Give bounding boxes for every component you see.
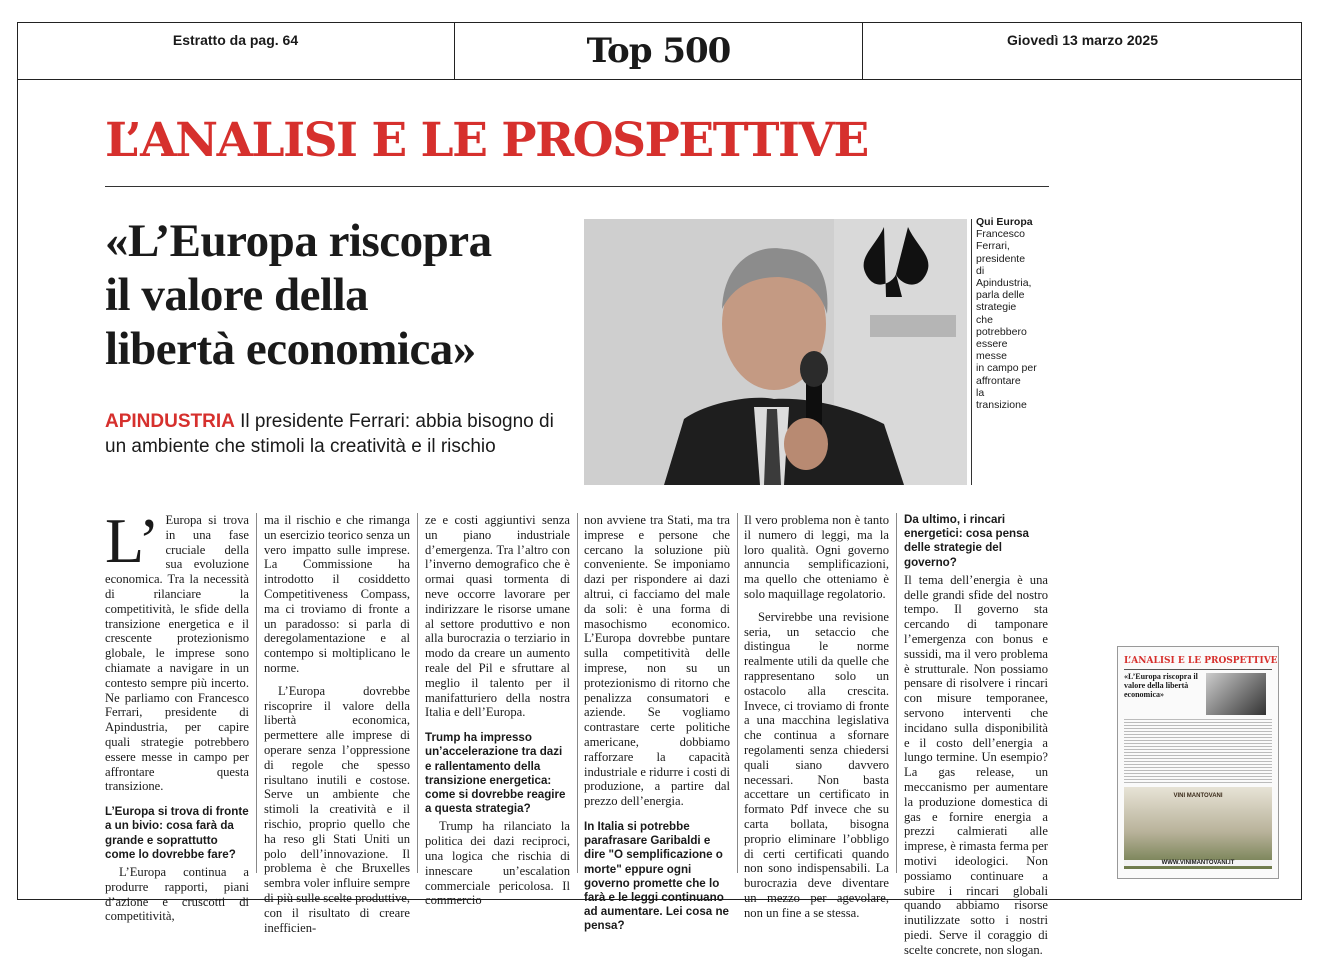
article-paragraph: L’Europa dovrebbe riscoprire il valore della libertà economica, permettere alle imprese di operare senza l’oppressione di regole che spesso risultano inutili e costose. Serve un ambiente che stimoli la creatività e il rischio, proprio quello che ha reso gli Stati Uniti un polo dell’innovazione. Il problema è che Bruxelles sembra voler influire sempre di più sulle scelte produttive, con il risultato di creare inefficien- <box>264 683 410 935</box>
caption-line: che <box>976 313 993 326</box>
portrait-illustration <box>584 219 967 485</box>
caption-line: presidente <box>976 252 1026 265</box>
thumbnail-headline: «L’Europa riscopra il valore della libertà economica» <box>1124 672 1198 699</box>
portrait-photo <box>584 219 967 485</box>
photo-caption <box>976 216 1056 411</box>
column-divider <box>577 513 578 873</box>
headline-line: libertà economica» <box>105 323 476 375</box>
caption-line: di <box>976 264 985 277</box>
thumbnail-text-block <box>1124 719 1272 783</box>
caption-line: parla delle <box>976 289 1025 302</box>
subhead-kicker: APINDUSTRIA <box>105 411 235 432</box>
article-column-1 <box>105 505 249 924</box>
caption-line: Ferrari, <box>976 240 1010 253</box>
thumbnail-photo <box>1206 673 1266 715</box>
caption-line: strategie <box>976 301 1017 314</box>
interview-question: In Italia si potrebbe parafrasare Garibaldi e dire "O semplificazione o morte" eppure ogni governo promette che lo farà e le leggi continuano ad aumentare. Lei cosa ne pensa? <box>584 819 729 933</box>
article-column-5 <box>744 513 889 921</box>
thumbnail-section-title: L’ANALISI E LE PROSPETTIVE <box>1124 656 1278 666</box>
ad-url: WWW.VINIMANTOVANI.IT <box>1124 860 1272 866</box>
article-paragraph: Il tema dell’energia è una delle grandi sfide del nostro tempo. Il governo sta cercando di tamponare l’emergenza con bonus e sussidi, ma il vero problema è strutturale. Non possiamo pensare di risolvere i rincari con misure temporanee, servono interventi che incidano sulla disponibilità e il costo dell’energia a lungo termine. Un esempio? La gas release, un meccanismo per aumentare la produzione domestica di gas e fornire energia a prezzi calmierati alle imprese, è rimasta ferma per motivi ideologici. Non possiamo continuare a subire i rincari globali quando abbiamo risorse inutilizzate sotto i nostri piedi. Serve il coraggio di scelte concrete, non slogan. <box>904 572 1048 957</box>
caption-line: affrontare <box>976 374 1021 387</box>
column-divider <box>256 513 257 873</box>
caption-line: Apindustria, <box>976 277 1032 290</box>
headline-line: il valore della <box>105 269 369 321</box>
article-paragraph: non avviene tra Stati, ma tra imprese e persone che cercano la soluzione più conveniente. Se imponiamo dazi per rispondere ai dazi altrui, ci facciamo del male da soli: è una forma di masochismo economico. L’Europa dovrebbe puntare sulla competitività delle imprese, non su un protezionismo di ritorno che penalizza consumatori e aziende. Se vogliamo contrastare certe politiche americane, dobbiamo rafforzare la capacità industriale e ridurre i costi di produzione, a partire dal prezzo dell’energia. <box>584 513 730 809</box>
caption-line: essere <box>976 338 1008 351</box>
column-divider <box>737 513 738 873</box>
caption-rule <box>971 219 972 485</box>
article-column-6 <box>904 513 1048 958</box>
article-headline <box>105 214 575 376</box>
column-divider <box>896 513 897 873</box>
dropcap: L’ <box>105 505 160 576</box>
article-paragraph: Trump ha rilanciato la politica dei dazi reciproci, una logica che rischia di innescare un’escalation commerciale pericolosa. Il commercio <box>425 819 570 908</box>
interview-question: L’Europa si trova di fronte a un bivio: cosa farà da grande e soprattutto come lo dovrebbe fare? <box>105 805 249 861</box>
headline-line: «L’Europa riscopra <box>105 215 492 267</box>
column-divider <box>417 513 418 873</box>
caption-line: potrebbero <box>976 325 1027 338</box>
article-paragraph: Europa si trova in una fase cruciale della sua evoluzione economica. Tra la necessità di rilanciare la competitività, le sfide della transizione energetica e il crescente protezionismo globale, le imprese sono chiamate a navigare in un contesto sempre più incerto. Ne parliamo con Francesco Ferrari, presidente di Apindustria, per capire quali strategie potrebbero essere messe in campo per affrontare questa transizione. <box>105 513 249 794</box>
thumbnail-advertisement <box>1124 787 1272 869</box>
caption-line: Francesco <box>976 228 1026 241</box>
page-thumbnail <box>1117 646 1279 879</box>
publication-date: Giovedì 13 marzo 2025 <box>1007 31 1158 48</box>
interview-question: Trump ha impresso un’accelerazione tra dazi e rallentamento della transizione energetica: come si dovrebbe reagire a questa strategia? <box>425 731 566 816</box>
article-paragraph: ze e costi aggiuntivi senza un piano industriale d’emergenza. Tra l’altro con l’inverno demografico che è ormai quasi tormenta di neve occorre lavorare per indirizzare le risorse umane al settore produttivo e non alla burocrazia o terziario in modo da creare un aumento reale del Pil e sfruttare al meglio il talento per il manifatturiero della nostra Italia e dell’Europa. <box>425 513 570 720</box>
article-paragraph: ma il rischio e che rimanga un esercizio teorico senza un vero impatto sulle imprese. La Commissione ha introdotto il cosiddetto Competitiveness Compass, ma ci troviamo di fronte a un paradosso: si parla di deregolamentazione e al contempo si moltiplicano le norme. <box>264 513 410 675</box>
clipping-header <box>17 22 1302 80</box>
section-rule <box>105 186 1049 187</box>
caption-line: la <box>976 386 985 399</box>
subhead-text: Il presidente Ferrari: abbia bisogno di un ambiente che stimoli la creatività e il rischio <box>105 411 554 457</box>
article-column-4 <box>584 513 730 937</box>
article-paragraph: L’Europa continua a produrre rapporti, piani d’azione e cruscotti di competitività, <box>105 864 249 924</box>
caption-line: transizione <box>976 399 1027 412</box>
article-column-3 <box>425 513 570 908</box>
extract-page-label: Estratto da pag. 64 <box>17 22 455 79</box>
article-column-2 <box>264 513 410 935</box>
masthead-logo: Top 500 <box>455 22 863 79</box>
ad-brand-name: VINI MANTOVANI <box>1173 793 1223 799</box>
article-paragraph: Il vero problema non è tanto il numero di leggi, ma la loro qualità. Ogni governo annuncia semplificazioni, ma quello che otteniamo è solo maquillage regolatorio. <box>744 513 889 601</box>
caption-title: Qui Europa <box>976 216 1033 228</box>
section-title: L’ANALISI E LE PROSPETTIVE <box>105 113 868 168</box>
article-paragraph: Servirebbe una revisione seria, un setaccio che distingua le norme realmente utili da quelle che rappresentano solo un ostacolo alla crescita. Invece, ci troviamo di fronte a una macchina legislativa che continua a sfornare regolamenti senza chiedersi quali siano davvero necessari. Non basta accettare un certificato in formato Pdf invece che su carta bollata, bisogna proprio eliminare l’obbligo di certi certificati quando non sono indispensabili. La burocrazia deve diventare un mezzo per agevolare, non un fine a se stessa. <box>744 609 889 920</box>
thumbnail-rule <box>1124 669 1272 670</box>
article-subhead <box>105 409 575 459</box>
caption-line: in campo per <box>976 362 1037 375</box>
caption-line: messe <box>976 350 1007 363</box>
interview-question: Da ultimo, i rincari energetici: cosa pensa delle strategie del governo? <box>904 513 1030 569</box>
